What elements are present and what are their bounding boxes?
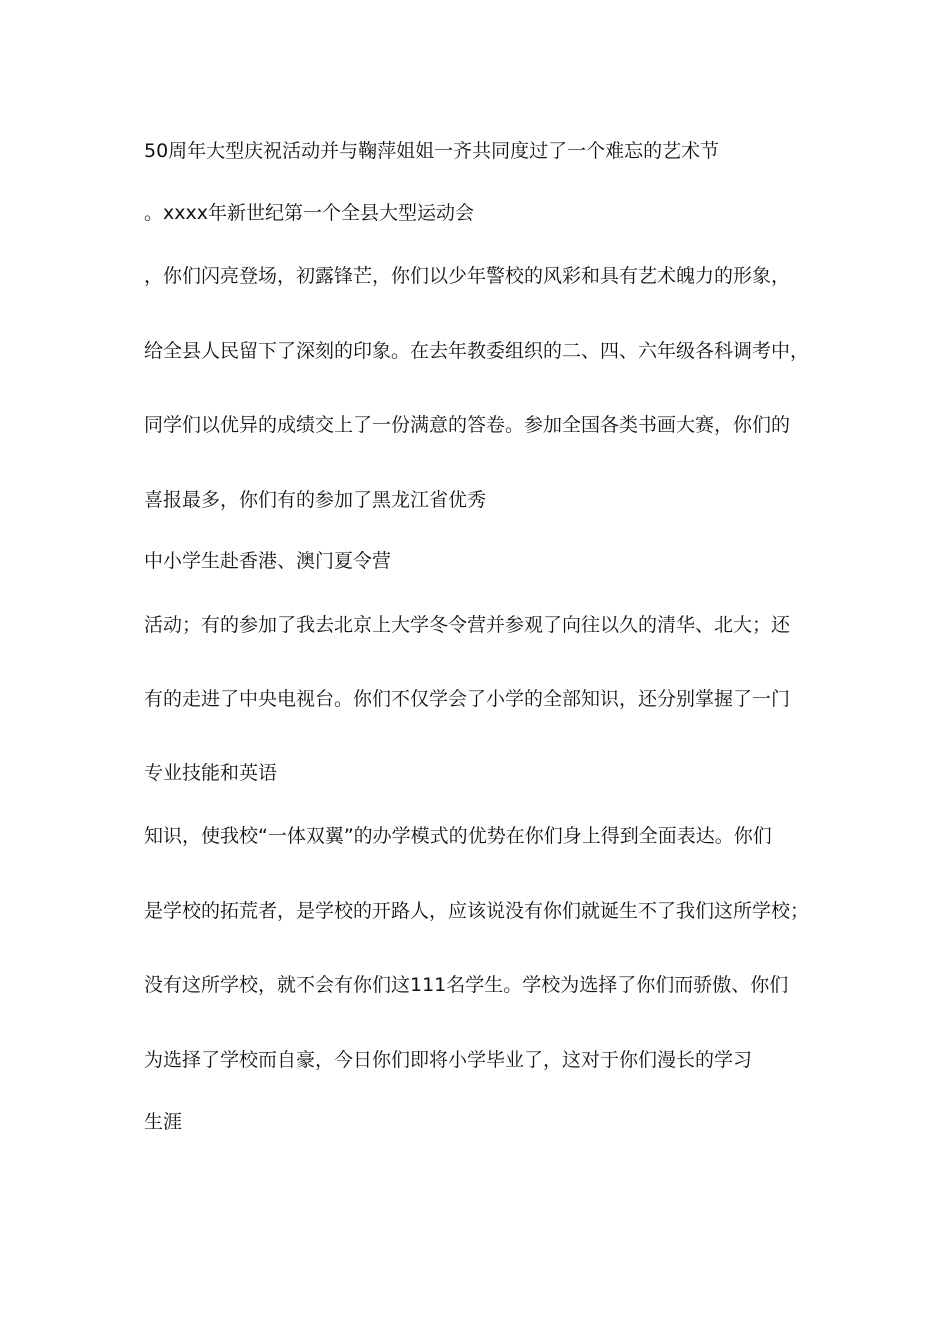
text-line: 专业技能和英语 [144, 762, 278, 784]
text-line: ，你们闪亮登场，初露锋芒，你们以少年警校的风彩和具有艺术魄力的形象， [144, 265, 791, 287]
text-line: 喜报最多，你们有的参加了黑龙江省优秀 [144, 489, 487, 511]
text-line: 50周年大型庆祝活动并与鞠萍姐姐一齐共同度过了一个难忘的艺术节 [144, 140, 720, 162]
text-line: 。xxxx年新世纪第一个全县大型运动会 [144, 202, 474, 224]
text-line: 知识，使我校“一体双翼”的办学模式的优势在你们身上得到全面表达。你们 [144, 825, 772, 847]
text-line: 有的走进了中央电视台。你们不仅学会了小学的全部知识，还分别掌握了一门 [144, 688, 791, 710]
text-line: 是学校的拓荒者，是学校的开路人，应该说没有你们就诞生不了我们这所学校； [144, 900, 810, 922]
text-line: 同学们以优异的成绩交上了一份满意的答卷。参加全国各类书画大赛，你们的 [144, 414, 791, 436]
text-line: 生涯 [144, 1111, 183, 1133]
text-line: 给全县人民留下了深刻的印象。在去年教委组织的二、四、六年级各科调考中， [144, 340, 810, 362]
text-line: 为选择了学校而自豪，今日你们即将小学毕业了，这对于你们漫长的学习 [144, 1049, 753, 1071]
text-line: 没有这所学校，就不会有你们这111名学生。学校为选择了你们而骄傲、你们 [144, 974, 789, 996]
text-line: 中小学生赴香港、澳门夏令营 [144, 550, 392, 572]
text-line: 活动；有的参加了我去北京上大学冬令营并参观了向往以久的清华、北大；还 [144, 614, 791, 636]
